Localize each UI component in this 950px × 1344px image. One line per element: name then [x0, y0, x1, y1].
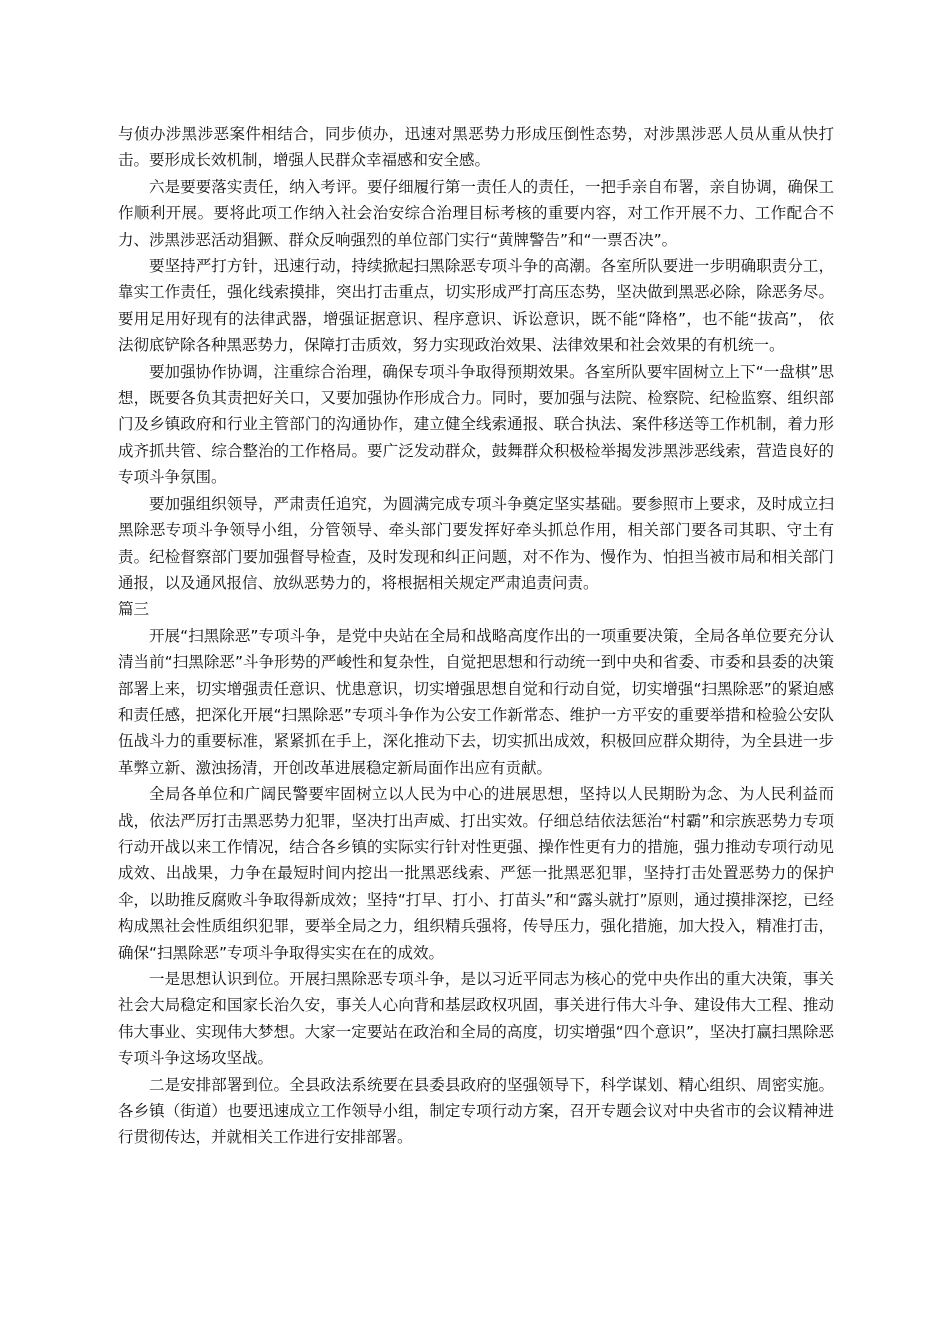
- paragraph-1: 与侦办涉黑涉恶案件相结合，同步侦办，迅速对黑恶势力形成压倒性态势，对涉黑涉恶人员从重从快打击。要形成长效机制，增强人民群众幸福感和安全感。: [118, 125, 834, 170]
- paragraph-10: 二是安排部署到位。全县政法系统要在县委县政府的坚强领导下，科学谋划、精心组织、周密实施。各乡镇（街道）也要迅速成立工作领导小组，制定专项行动方案，召开专题会议对中央省市的会议精神进行贯彻传达，并就相关工作进行安排部署。: [118, 1075, 834, 1147]
- document-page: [118, 121, 834, 1151]
- section-heading: 篇三: [118, 600, 150, 619]
- paragraph-2: 六是要要落实责任，纳入考评。要仔细履行第一责任人的责任，一把手亲自布署，亲自协调，确保工作顺利开展。要将此项工作纳入社会治安综合治理目标考核的重要内容，对工作开展不力、工作配合不力、涉黑涉恶活动猖獗、群众反响强烈的单位部门实行“黄牌警告”和“一票否决”。: [118, 177, 834, 249]
- paragraph-4: 要加强协作协调，注重综合治理，确保专项斗争取得预期效果。各室所队要牢固树立上下“一盘棋”思想，既要各负其责把好关口，又要加强协作形成合力。同时，要加强与法院、检察院、纪检监察、组织部门及乡镇政府和行业主管部门的沟通协作，建立健全线索通报、联合执法、案件移送等工作机制，着力形成齐抓共管、综合整治的工作格局。要广泛发动群众，鼓舞群众积极检举揭发涉黑涉恶线索，营造良好的专项斗争氛围。: [118, 362, 834, 487]
- paragraph-9: 一是思想认识到位。开展扫黑除恶专项斗争，是以习近平同志为核心的党中央作出的重大决策，事关社会大局稳定和国家长治久安，事关人心向背和基层政权巩固，事关进行伟大斗争、建设伟大工程、推动伟大事业、实现伟大梦想。大家一定要站在政治和全局的高度，切实增强“四个意识”，坚决打赢扫黑除恶专项斗争这场攻坚战。: [118, 970, 834, 1068]
- paragraph-7: 开展“扫黑除恶”专项斗争，是党中央站在全局和战略高度作出的一项重要决策，全局各单位要充分认清当前“扫黑除恶”斗争形势的严峻性和复杂性，自觉把思想和行动统一到中央和省委、市委和县委的决策部署上来，切实增强责任意识、忧患意识，切实增强思想自觉和行动自觉，切实增强“扫黑除恶”的紧迫感和责任感，把深化开展“扫黑除恶”专项斗争作为公安工作新常态、维护一方平安的重要举措和检验公安队伍战斗力的重要标准，紧紧抓在手上，深化推动下去，切实抓出成效，积极回应群众期待，为全县进一步革弊立新、激浊扬清，开创改革进展稳定新局面作出应有贡献。: [118, 626, 834, 777]
- paragraph-3: 要坚持严打方针，迅速行动，持续掀起扫黑除恶专项斗争的高潮。各室所队要进一步明确职责分工，靠实工作责任，强化线索摸排，突出打击重点，切实形成严打高压态势，坚决做到黑恶必除，除恶务尽。要用足用好现有的法律武器，增强证据意识、程序意识、诉讼意识，既不能“降格”，也不能“拔高”， 依法彻底铲除各种黑恶势力，保障打击质效，努力实现政治效果、法律效果和社会效果的有机统一。: [118, 257, 834, 355]
- paragraph-5: 要加强组织领导，严肃责任追究，为圆满完成专项斗争奠定坚实基础。要参照市上要求，及时成立扫黑除恶专项斗争领导小组，分管领导、牵头部门要发挥好牵头抓总作用，相关部门要各司其职、守土有责。纪检督察部门要加强督导检查，及时发现和纠正问题，对不作为、慢作为、怕担当被市局和相关部门通报，以及通风报信、放纵恶势力的，将根据相关规定严肃追责问责。: [118, 494, 834, 592]
- paragraph-8: 全局各单位和广阔民警要牢固树立以人民为中心的进展思想，坚持以人民期盼为念、为人民利益而战，依法严厉打击黑恶势力犯罪，坚决打出声威、打出实效。仔细总结依法惩治“村霸”和宗族恶势力专项行动开战以来工作情况，结合各乡镇的实际实行针对性更强、操作性更有力的措施，强力推动专项行动见成效、出战果，力争在最短时间内挖出一批黑恶线索、严惩一批黑恶犯罪，坚持打击处置恶势力的保护伞，以助推反腐败斗争取得新成效；坚持“打早、打小、打苗头”和“露头就打”原则，通过摸排深挖，已经构成黑社会性质组织犯罪，要举全局之力，组织精兵强将，传导压力，强化措施，加大投入，精准打击，确保“扫黑除恶”专项斗争取得实实在在的成效。: [118, 785, 834, 962]
